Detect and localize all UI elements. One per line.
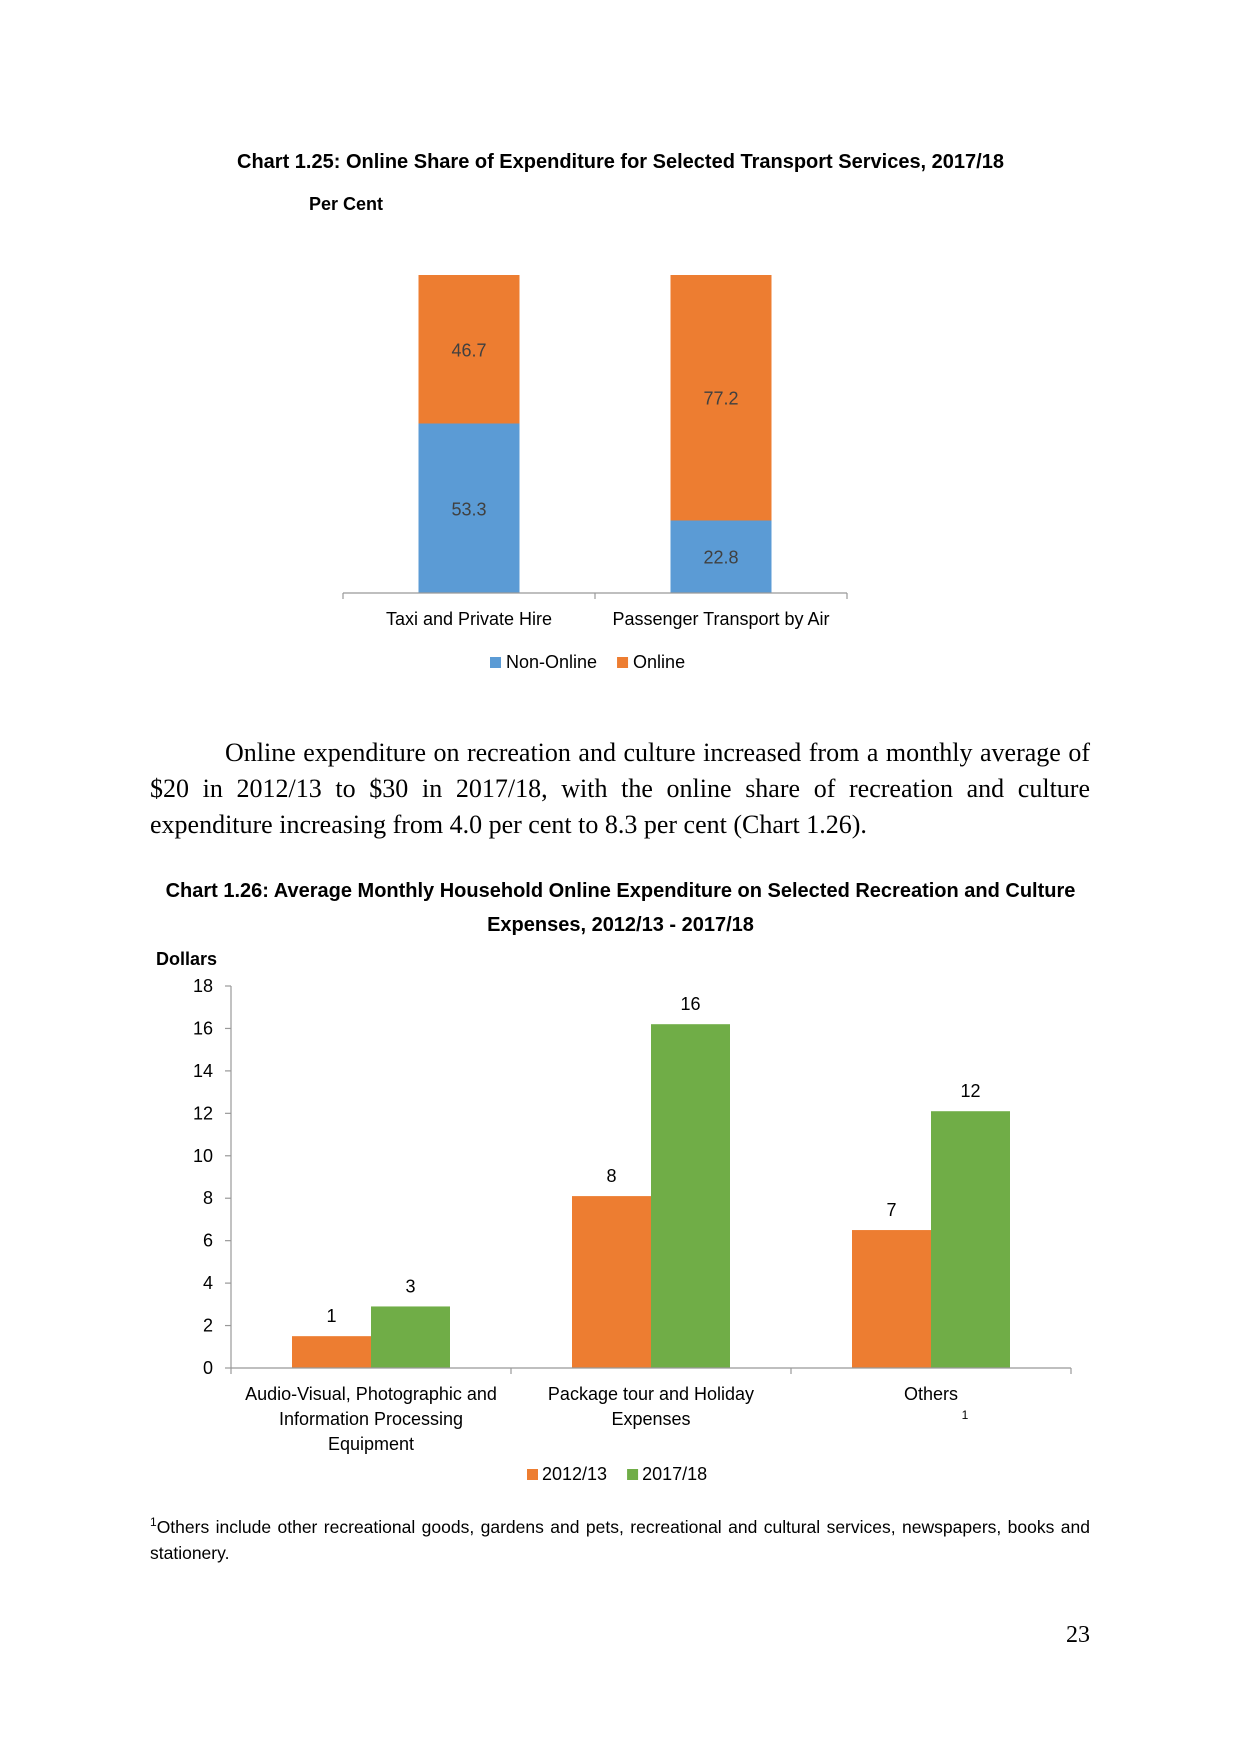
data-label-2012-13-others: 7 <box>886 1200 897 1221</box>
bar-2012-13-package-tour-and-holiday <box>572 1196 651 1368</box>
x-tick-label-package-tour-and-holiday: Package tour and Holiday <box>547 1384 755 1404</box>
x-tick-label-others: Others <box>903 1384 959 1404</box>
y-tick-label: 10 <box>192 1145 213 1166</box>
bar-2017-18-others <box>931 1111 1010 1368</box>
legend-label-online: Online <box>633 652 686 672</box>
legend-swatch-2012-13 <box>527 1469 538 1480</box>
data-label-online-taxi-and-private-hire: 46.7 <box>451 340 487 361</box>
bar-2017-18-audio-visual-photographic-and <box>371 1306 450 1368</box>
x-tick-label-package-tour-and-holiday: Expenses <box>611 1409 691 1429</box>
y-tick-label: 14 <box>192 1060 213 1081</box>
bar-2012-13-others <box>852 1230 931 1368</box>
legend-label-2012-13: 2012/13 <box>542 1464 608 1484</box>
chart-1-25-title: Chart 1.25: Online Share of Expenditure for Selected Transport Services, 2017/18 <box>237 151 1004 173</box>
y-tick-label: 12 <box>192 1103 213 1124</box>
y-tick-label: 2 <box>202 1315 213 1336</box>
x-tick-label-audio-visual-photographic-and: Audio-Visual, Photographic and <box>245 1384 497 1404</box>
footnote <box>150 1509 1090 1566</box>
x-tick-label-audio-visual-photographic-and: Information Processing <box>278 1409 464 1429</box>
y-tick-label: 18 <box>192 976 213 996</box>
data-label-online-passenger-transport-by-air: 77.2 <box>703 388 739 409</box>
x-tick-label-audio-visual-photographic-and: Equipment <box>327 1434 415 1454</box>
data-label-2017-18-package-tour-and-holiday: 16 <box>680 994 701 1015</box>
y-tick-label: 0 <box>202 1358 213 1378</box>
x-tick-label-taxi-and-private-hire: Taxi and Private Hire <box>385 609 553 629</box>
bar-2017-18-package-tour-and-holiday <box>651 1024 730 1368</box>
legend-swatch-non-online <box>490 657 501 668</box>
chart-1-26-plot <box>0 970 1241 1490</box>
data-label-2012-13-audio-visual-photographic-and: 1 <box>326 1306 337 1327</box>
y-tick-label: 8 <box>202 1188 213 1209</box>
y-tick-label: 16 <box>192 1018 213 1039</box>
data-label-2012-13-package-tour-and-holiday: 8 <box>606 1166 617 1187</box>
chart-1-25-plot <box>0 230 1241 690</box>
footnote-mark: 1 <box>150 1515 157 1529</box>
footnote-marker-others: 1 <box>961 1408 969 1422</box>
data-label-2017-18-others: 12 <box>960 1081 981 1102</box>
page-number: 23 <box>1066 1622 1090 1648</box>
body-paragraph: Online expenditure on recreation and culture increased from a monthly average of $20 in 2012/13 to $30 in 2017/18, with the online share of recreation and culture expenditure increasing from 4.0 per cent to 8.3 per cent (Chart 1.26). <box>150 738 1090 839</box>
data-label-2017-18-audio-visual-photographic-and: 3 <box>405 1276 416 1297</box>
chart-1-26-title-line1: Chart 1.26: Average Monthly Household Online Expenditure on Selected Recreation and Culture <box>165 880 1076 902</box>
y-tick-label: 6 <box>202 1230 213 1251</box>
legend-label-2017-18: 2017/18 <box>642 1464 708 1484</box>
legend-label-non-online: Non-Online <box>506 652 598 672</box>
data-label-non-online-passenger-transport-by-air: 22.8 <box>703 547 739 568</box>
footnote-text: Others include other recreational goods, gardens and pets, recreational and cultural services, newspapers, books and stationery. <box>150 1516 1090 1563</box>
legend-swatch-online <box>617 657 628 668</box>
x-tick-label-passenger-transport-by-air: Passenger Transport by Air <box>612 609 830 629</box>
bar-2012-13-audio-visual-photographic-and <box>292 1336 371 1368</box>
chart-1-26-ylabel: Dollars <box>156 949 218 969</box>
y-tick-label: 4 <box>202 1273 213 1294</box>
chart-1-26-title-line2: Expenses, 2012/13 - 2017/18 <box>487 914 754 936</box>
data-label-non-online-taxi-and-private-hire: 53.3 <box>451 499 487 520</box>
chart-1-25-ylabel: Per Cent <box>309 194 384 214</box>
legend-swatch-2017-18 <box>627 1469 638 1480</box>
